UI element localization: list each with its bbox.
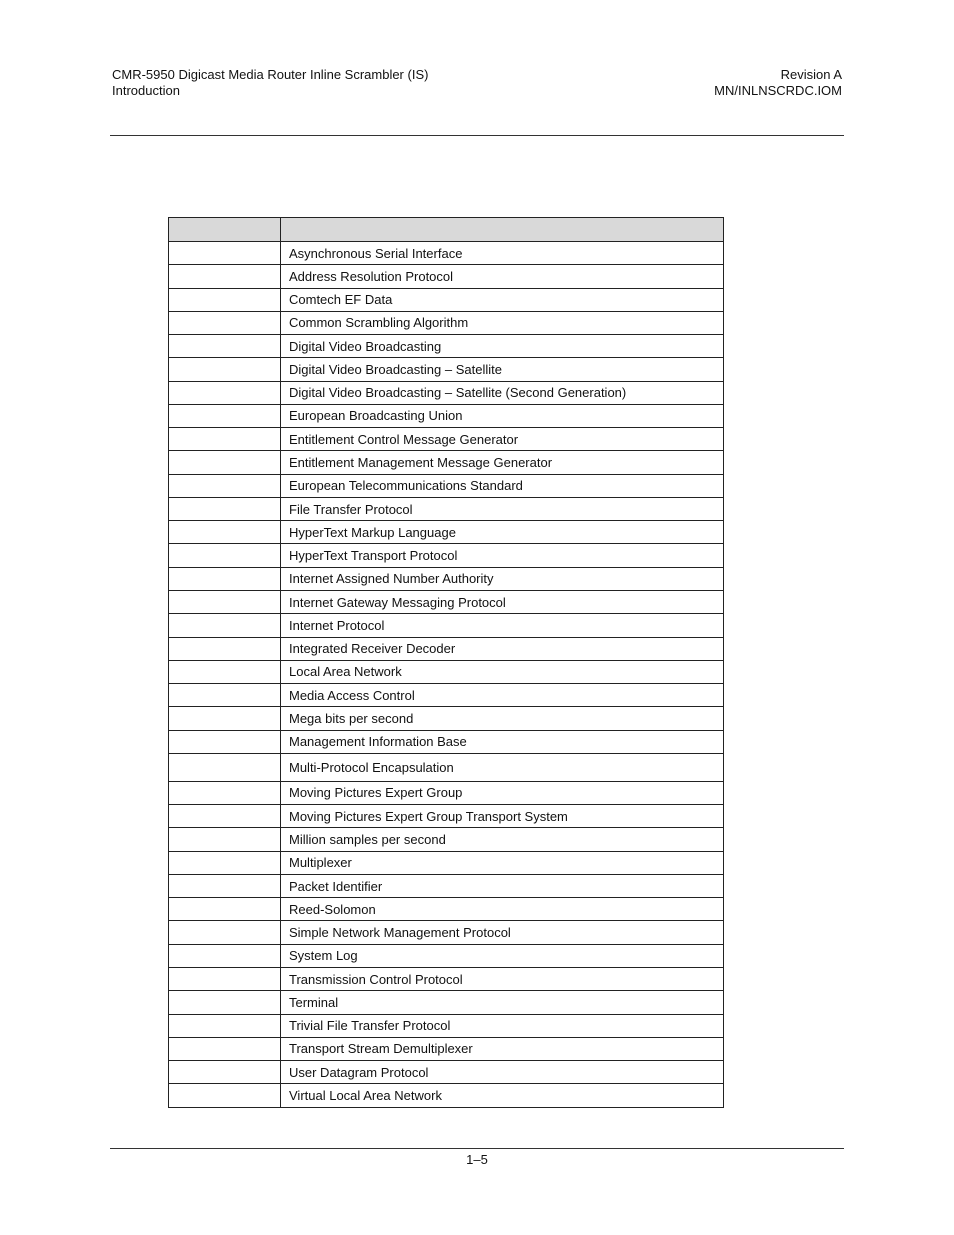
definition-cell: Multi-Protocol Encapsulation [281, 753, 724, 781]
abbreviation-cell [169, 544, 281, 567]
table-row [169, 614, 724, 637]
table-row [169, 521, 724, 544]
document-number: MN/INLNSCRDC.IOM [714, 83, 842, 98]
table-row [169, 451, 724, 474]
definition-cell: Comtech EF Data [281, 288, 724, 311]
abbreviation-cell [169, 1061, 281, 1084]
abbreviation-cell [169, 898, 281, 921]
abbreviation-cell [169, 921, 281, 944]
definition-cell: Million samples per second [281, 828, 724, 851]
definition-cell: HyperText Markup Language [281, 521, 724, 544]
table-row [169, 544, 724, 567]
definition-cell: Integrated Receiver Decoder [281, 637, 724, 660]
table-row [169, 707, 724, 730]
abbreviation-cell [169, 521, 281, 544]
table-row [169, 265, 724, 288]
abbreviations-table [168, 217, 724, 1108]
page-number: 1–5 [466, 1152, 488, 1167]
definition-cell: Moving Pictures Expert Group Transport System [281, 805, 724, 828]
table-row [169, 1037, 724, 1060]
table-row [169, 1084, 724, 1107]
table-row [169, 567, 724, 590]
definition-cell: Address Resolution Protocol [281, 265, 724, 288]
abbreviation-cell [169, 590, 281, 613]
abbreviation-cell [169, 614, 281, 637]
table-row [169, 335, 724, 358]
header-right [592, 67, 842, 99]
table-row [169, 358, 724, 381]
definition-cell: Local Area Network [281, 660, 724, 683]
definition-cell: Entitlement Control Message Generator [281, 428, 724, 451]
definition-cell: Trivial File Transfer Protocol [281, 1014, 724, 1037]
definition-cell: Transmission Control Protocol [281, 967, 724, 990]
table-row [169, 404, 724, 427]
table-row [169, 921, 724, 944]
definition-cell: Entitlement Management Message Generator [281, 451, 724, 474]
abbreviation-cell [169, 497, 281, 520]
table-row [169, 898, 724, 921]
abbreviation-cell [169, 660, 281, 683]
abbreviation-cell [169, 474, 281, 497]
abbreviation-cell [169, 637, 281, 660]
definition-cell: Internet Assigned Number Authority [281, 567, 724, 590]
revision-label: Revision A [780, 67, 842, 82]
column-header-definition [281, 218, 724, 242]
section-name: Introduction [112, 83, 180, 98]
definition-cell: Digital Video Broadcasting – Satellite [281, 358, 724, 381]
abbreviation-cell [169, 335, 281, 358]
table-row [169, 1061, 724, 1084]
abbreviation-cell [169, 753, 281, 781]
abbreviation-cell [169, 358, 281, 381]
definition-cell: User Datagram Protocol [281, 1061, 724, 1084]
definition-cell: Management Information Base [281, 730, 724, 753]
abbreviation-cell [169, 805, 281, 828]
table-row [169, 851, 724, 874]
abbreviation-cell [169, 567, 281, 590]
table-row [169, 874, 724, 897]
table-body [169, 242, 724, 1108]
table-row [169, 684, 724, 707]
definition-cell: European Broadcasting Union [281, 404, 724, 427]
definition-cell: Transport Stream Demultiplexer [281, 1037, 724, 1060]
definition-cell: Internet Protocol [281, 614, 724, 637]
table-row [169, 944, 724, 967]
table-row [169, 590, 724, 613]
definition-cell: Internet Gateway Messaging Protocol [281, 590, 724, 613]
table-row [169, 753, 724, 781]
abbreviation-cell [169, 874, 281, 897]
abbreviation-cell [169, 288, 281, 311]
abbreviation-cell [169, 851, 281, 874]
table-row [169, 381, 724, 404]
table-row [169, 637, 724, 660]
table-row [169, 311, 724, 334]
definition-cell: Media Access Control [281, 684, 724, 707]
abbreviation-cell [169, 1037, 281, 1060]
definition-cell: HyperText Transport Protocol [281, 544, 724, 567]
header-divider [110, 135, 844, 136]
definition-cell: Moving Pictures Expert Group [281, 781, 724, 804]
table-header-row [169, 218, 724, 242]
abbreviation-cell [169, 404, 281, 427]
table-row [169, 497, 724, 520]
abbreviation-cell [169, 967, 281, 990]
table-row [169, 288, 724, 311]
definition-cell: Virtual Local Area Network [281, 1084, 724, 1107]
abbreviation-cell [169, 311, 281, 334]
header-left [112, 67, 592, 99]
table-row [169, 474, 724, 497]
definition-cell: Terminal [281, 991, 724, 1014]
definition-cell: Asynchronous Serial Interface [281, 242, 724, 265]
abbreviation-cell [169, 1014, 281, 1037]
definition-cell: Simple Network Management Protocol [281, 921, 724, 944]
definition-cell: Digital Video Broadcasting – Satellite (Second Generation) [281, 381, 724, 404]
abbreviation-cell [169, 381, 281, 404]
definition-cell: System Log [281, 944, 724, 967]
definition-cell: Mega bits per second [281, 707, 724, 730]
footer-divider [110, 1148, 844, 1149]
table-row [169, 991, 724, 1014]
abbreviation-cell [169, 944, 281, 967]
table-row [169, 781, 724, 804]
table-row [169, 660, 724, 683]
definition-cell: Digital Video Broadcasting [281, 335, 724, 358]
table-row [169, 1014, 724, 1037]
abbreviation-cell [169, 730, 281, 753]
abbreviation-cell [169, 451, 281, 474]
column-header-abbreviation [169, 218, 281, 242]
abbreviation-cell [169, 242, 281, 265]
definition-cell: European Telecommunications Standard [281, 474, 724, 497]
abbreviation-cell [169, 707, 281, 730]
abbreviation-cell [169, 265, 281, 288]
table-row [169, 805, 724, 828]
table-row [169, 242, 724, 265]
abbreviation-cell [169, 684, 281, 707]
definition-cell: Reed-Solomon [281, 898, 724, 921]
table-row [169, 967, 724, 990]
definition-cell: Multiplexer [281, 851, 724, 874]
definition-cell: Common Scrambling Algorithm [281, 311, 724, 334]
abbreviation-cell [169, 991, 281, 1014]
abbreviation-cell [169, 428, 281, 451]
abbreviation-cell [169, 828, 281, 851]
table-row [169, 828, 724, 851]
table-row [169, 428, 724, 451]
abbreviation-cell [169, 781, 281, 804]
definition-cell: Packet Identifier [281, 874, 724, 897]
abbreviation-cell [169, 1084, 281, 1107]
table-row [169, 730, 724, 753]
definition-cell: File Transfer Protocol [281, 497, 724, 520]
document-title: CMR-5950 Digicast Media Router Inline Scrambler (IS) [112, 67, 429, 82]
